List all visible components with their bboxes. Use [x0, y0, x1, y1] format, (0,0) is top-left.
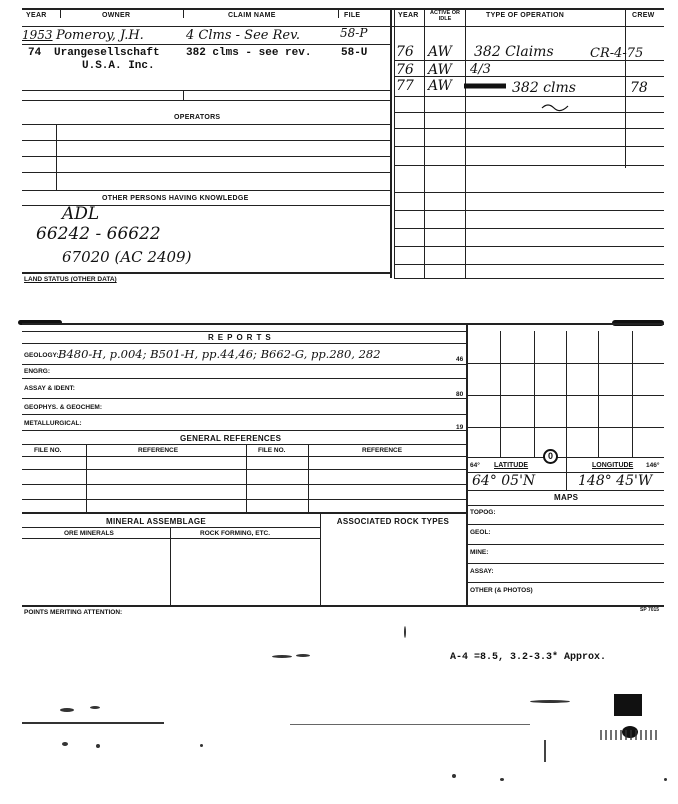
owner-row-2-claim: 382 clms - see rev. — [186, 47, 312, 59]
rule — [394, 60, 664, 61]
rule — [60, 8, 61, 18]
rule — [394, 278, 664, 279]
operators-title: OPERATORS — [174, 114, 221, 121]
rule — [22, 378, 466, 379]
rule — [86, 444, 87, 512]
rule — [394, 228, 664, 229]
rule — [22, 456, 466, 457]
rule — [22, 90, 390, 91]
reports-engrg-label: ENGRG: — [24, 368, 50, 375]
gr-col-reference-2: REFERENCE — [362, 447, 403, 454]
rule — [625, 8, 626, 168]
rule — [22, 8, 664, 10]
rule — [22, 444, 466, 445]
approx-note: A-4 =8.5, 3.2-3.3* Approx. — [450, 652, 607, 663]
activity-row-2-status: AW — [428, 62, 452, 78]
speck — [404, 626, 406, 638]
rule — [22, 722, 164, 724]
rule — [22, 156, 390, 157]
gr-col-reference-1: REFERENCE — [138, 447, 179, 454]
smudge — [614, 694, 642, 716]
header-year: YEAR — [26, 12, 47, 19]
land-status-label: LAND STATUS (OTHER DATA) — [24, 276, 117, 283]
ore-minerals-label: ORE MINERALS — [64, 530, 114, 537]
rule — [56, 124, 57, 190]
rule — [394, 192, 664, 193]
rule — [466, 395, 664, 396]
header-crew: CREW — [632, 12, 655, 19]
rule — [392, 26, 664, 27]
rule — [394, 96, 664, 97]
activity-row-1-crew: CR-4-75 — [590, 46, 644, 61]
rule — [544, 740, 546, 762]
speck — [200, 744, 203, 747]
activity-row-3-crew: 78 — [630, 80, 648, 96]
rule — [424, 8, 425, 278]
rule — [22, 484, 466, 485]
circle-marker: 0 — [543, 449, 558, 464]
rule — [394, 165, 664, 166]
latitude-label: LATITUDE — [494, 462, 529, 469]
speck — [530, 700, 570, 703]
rule — [466, 505, 664, 506]
activity-row-3-operation: 382 clms — [512, 80, 576, 96]
rule — [465, 8, 466, 278]
activity-row-1-year: 76 — [396, 44, 414, 60]
rule — [466, 457, 664, 458]
rule — [394, 128, 664, 129]
activity-row-2-operation: 4/3 — [470, 62, 491, 77]
reports-number-80: 80 — [456, 391, 464, 398]
owner-row-2-year: 74 — [28, 47, 42, 59]
general-references-title: GENERAL REFERENCES — [180, 434, 282, 443]
speck — [62, 742, 68, 746]
header-type-of-operation: TYPE OF OPERATION — [486, 12, 565, 19]
rule — [22, 26, 392, 27]
maps-topog-label: TOPOG: — [470, 509, 496, 516]
rule — [466, 582, 664, 583]
rule — [394, 112, 664, 113]
rule — [632, 331, 633, 457]
maps-other-label: OTHER (& PHOTOS) — [470, 587, 533, 594]
rule — [183, 90, 184, 100]
rule — [22, 44, 390, 45]
other-person-2: 66242 - 66622 — [36, 224, 161, 244]
rule — [22, 512, 466, 514]
owner-row-2-file: 58-U — [341, 47, 368, 59]
reports-geology-label: GEOLOGY: — [24, 352, 59, 359]
rule — [22, 190, 390, 191]
longitude-value: 148° 45'W — [578, 473, 653, 489]
rule — [22, 414, 466, 415]
rule — [390, 8, 392, 278]
rule — [338, 8, 339, 18]
rule — [22, 331, 466, 332]
rule — [466, 363, 664, 364]
rule — [534, 331, 535, 457]
rule — [566, 331, 567, 457]
activity-row-1-status: AW — [428, 44, 452, 60]
header-owner: OWNER — [102, 12, 131, 19]
points-meriting-attention-label: POINTS MERITING ATTENTION: — [24, 609, 123, 616]
speck — [96, 744, 100, 748]
rule — [22, 538, 320, 539]
speck — [90, 706, 100, 709]
speck — [500, 778, 504, 781]
rule — [22, 140, 390, 141]
rule — [22, 430, 466, 431]
rule — [466, 427, 664, 428]
rule — [394, 146, 664, 147]
rule — [246, 444, 247, 512]
speck — [452, 774, 456, 778]
rule — [290, 724, 530, 725]
owner-row-1-file: 58-P — [340, 26, 368, 40]
other-persons-title: OTHER PERSONS HAVING KNOWLEDGE — [102, 195, 249, 202]
reports-geology-value: B480-H, p.004; B501-H, pp.44,46; B662-G, pp.280, 282 — [58, 347, 381, 361]
mineral-assemblage-title: MINERAL ASSEMBLAGE — [106, 517, 207, 526]
reports-metallurgical-label: METALLURGICAL: — [24, 420, 82, 427]
activity-row-1-operation: 382 Claims — [474, 44, 554, 60]
reports-title: REPORTS — [208, 333, 275, 342]
other-person-1: ADL — [62, 204, 100, 224]
activity-row-2-year: 76 — [396, 62, 414, 78]
owner-row-1-year: 1953 — [22, 28, 53, 42]
rule — [22, 469, 466, 470]
rule — [394, 246, 664, 247]
rule — [22, 172, 390, 173]
gr-col-file-no-2: FILE NO. — [258, 447, 286, 454]
rule — [22, 364, 466, 365]
latitude-value: 64° 05'N — [472, 473, 536, 489]
header-claim-name: CLAIM NAME — [228, 12, 276, 19]
rule — [22, 499, 466, 500]
longitude-suffix: 146° — [646, 462, 660, 469]
owner-row-2-owner: Urangesellschaft — [54, 47, 160, 59]
rule — [466, 563, 664, 564]
rule — [466, 524, 664, 525]
rule — [566, 458, 567, 490]
form-number: SP 7015 — [640, 607, 660, 613]
reports-number-19: 19 — [456, 424, 464, 431]
header-file: FILE — [344, 12, 361, 19]
rule — [394, 210, 664, 211]
rule — [394, 76, 664, 77]
rock-forming-label: ROCK FORMING, ETC. — [200, 530, 271, 537]
rule — [598, 331, 599, 457]
owner-row-1-claim: 4 Clms - See Rev. — [186, 28, 301, 43]
owner-row-3-owner: U.S.A. Inc. — [82, 60, 155, 72]
header-active-idle: ACTIVE OR IDLE — [430, 10, 460, 22]
owner-row-1-owner: Pomeroy, J.H. — [56, 28, 144, 43]
activity-row-3-year: 77 — [396, 78, 414, 94]
maps-assay-label: ASSAY: — [470, 568, 494, 575]
header-year-2: YEAR — [398, 12, 419, 19]
rule — [22, 398, 466, 399]
gr-col-file-no-1: FILE NO. — [34, 447, 62, 454]
longitude-label: LONGITUDE — [592, 462, 634, 469]
maps-geol-label: GEOL: — [470, 529, 491, 536]
speck — [664, 778, 667, 781]
maps-mine-label: MINE: — [470, 549, 489, 556]
scribble-icon — [462, 80, 508, 92]
smudge — [600, 730, 660, 740]
rule — [22, 100, 390, 101]
rule — [22, 124, 390, 125]
rule — [22, 343, 466, 344]
speck — [296, 654, 310, 657]
latitude-prefix: 64° — [470, 462, 480, 469]
rule — [466, 544, 664, 545]
rule — [500, 331, 501, 457]
rule — [22, 605, 664, 607]
speck — [60, 708, 74, 712]
associated-rock-types-label: ASSOCIATED ROCK TYPES — [336, 517, 450, 526]
reports-geophys-label: GEOPHYS. & GEOCHEM: — [24, 404, 103, 411]
maps-title: MAPS — [554, 493, 579, 502]
rule — [22, 323, 664, 325]
activity-row-3-status: AW — [428, 78, 452, 94]
rule — [170, 527, 171, 605]
rule — [22, 527, 320, 528]
rule — [394, 264, 664, 265]
rule — [183, 8, 184, 18]
reports-assay-label: ASSAY & IDENT: — [24, 385, 75, 392]
speck — [272, 655, 292, 658]
rule — [308, 444, 309, 512]
rule — [394, 8, 395, 278]
other-person-3: 67020 (AC 2409) — [62, 248, 192, 266]
rule — [320, 512, 321, 605]
reports-number-46: 46 — [456, 356, 464, 363]
rule — [466, 490, 664, 491]
rule — [22, 272, 390, 274]
